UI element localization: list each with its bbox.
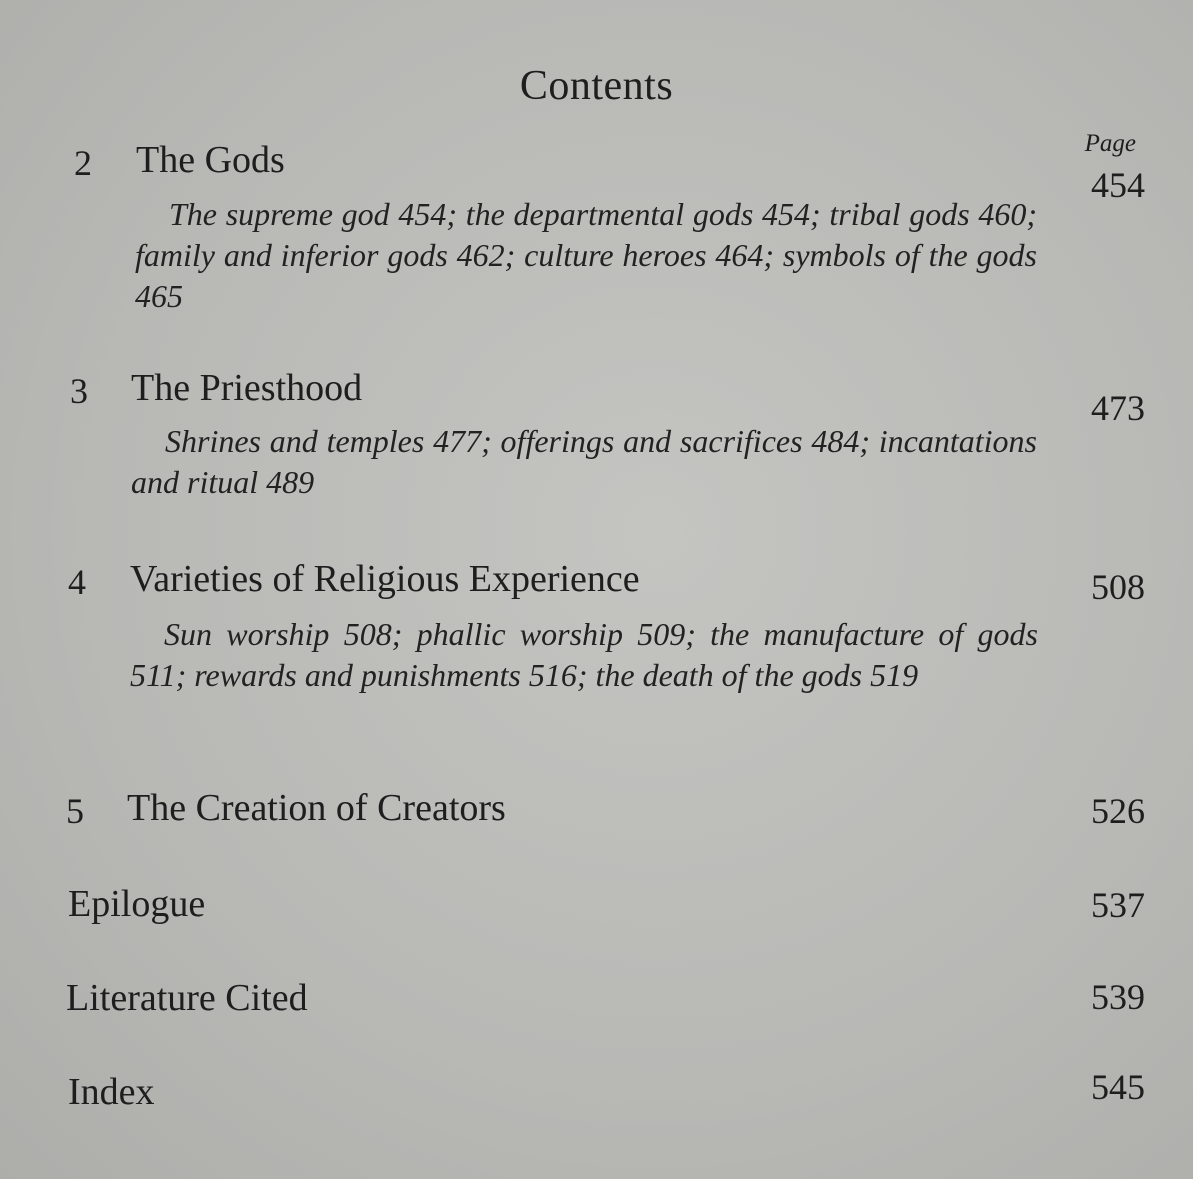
chapter-page-number: 526: [1091, 791, 1145, 831]
chapter-page-number: 473: [1091, 388, 1145, 428]
chapter-number: 4: [68, 562, 86, 602]
back-matter-title: Index: [68, 1071, 155, 1113]
back-matter-page-number: 537: [1091, 885, 1145, 925]
chapter-number: 3: [70, 371, 88, 411]
chapter-title: The Gods: [136, 139, 285, 181]
chapter-number: 5: [66, 791, 84, 831]
back-matter-page-number: 545: [1091, 1067, 1145, 1107]
chapter-subtopics: [131, 421, 1037, 503]
subtopics-text: Sun worship 508; phallic worship 509; the manufacture of gods 511; rewards and punishments 516; the death of the gods 519: [130, 616, 1038, 693]
chapter-subtopics: [135, 194, 1037, 317]
chapter-title: The Creation of Creators: [127, 787, 506, 829]
chapter-page-number: 508: [1091, 567, 1145, 607]
chapter-title: The Priesthood: [131, 367, 363, 409]
chapter-title: Varieties of Religious Experience: [130, 558, 640, 600]
back-matter-page-number: 539: [1091, 977, 1145, 1017]
page-column-label: Page: [1084, 130, 1136, 157]
subtopics-text: The supreme god 454; the departmental gods 454; tribal gods 460; family and inferior gods 462; culture heroes 464; symbols of the gods 465: [135, 196, 1037, 314]
chapter-page-number: 454: [1091, 165, 1145, 205]
back-matter-title: Literature Cited: [66, 977, 308, 1019]
chapter-subtopics: [130, 614, 1038, 696]
chapter-number: 2: [74, 143, 92, 183]
back-matter-title: Epilogue: [68, 883, 206, 925]
subtopics-text: Shrines and temples 477; offerings and sacrifices 484; incantations and ritual 489: [131, 423, 1037, 500]
contents-heading: Contents: [519, 63, 674, 109]
